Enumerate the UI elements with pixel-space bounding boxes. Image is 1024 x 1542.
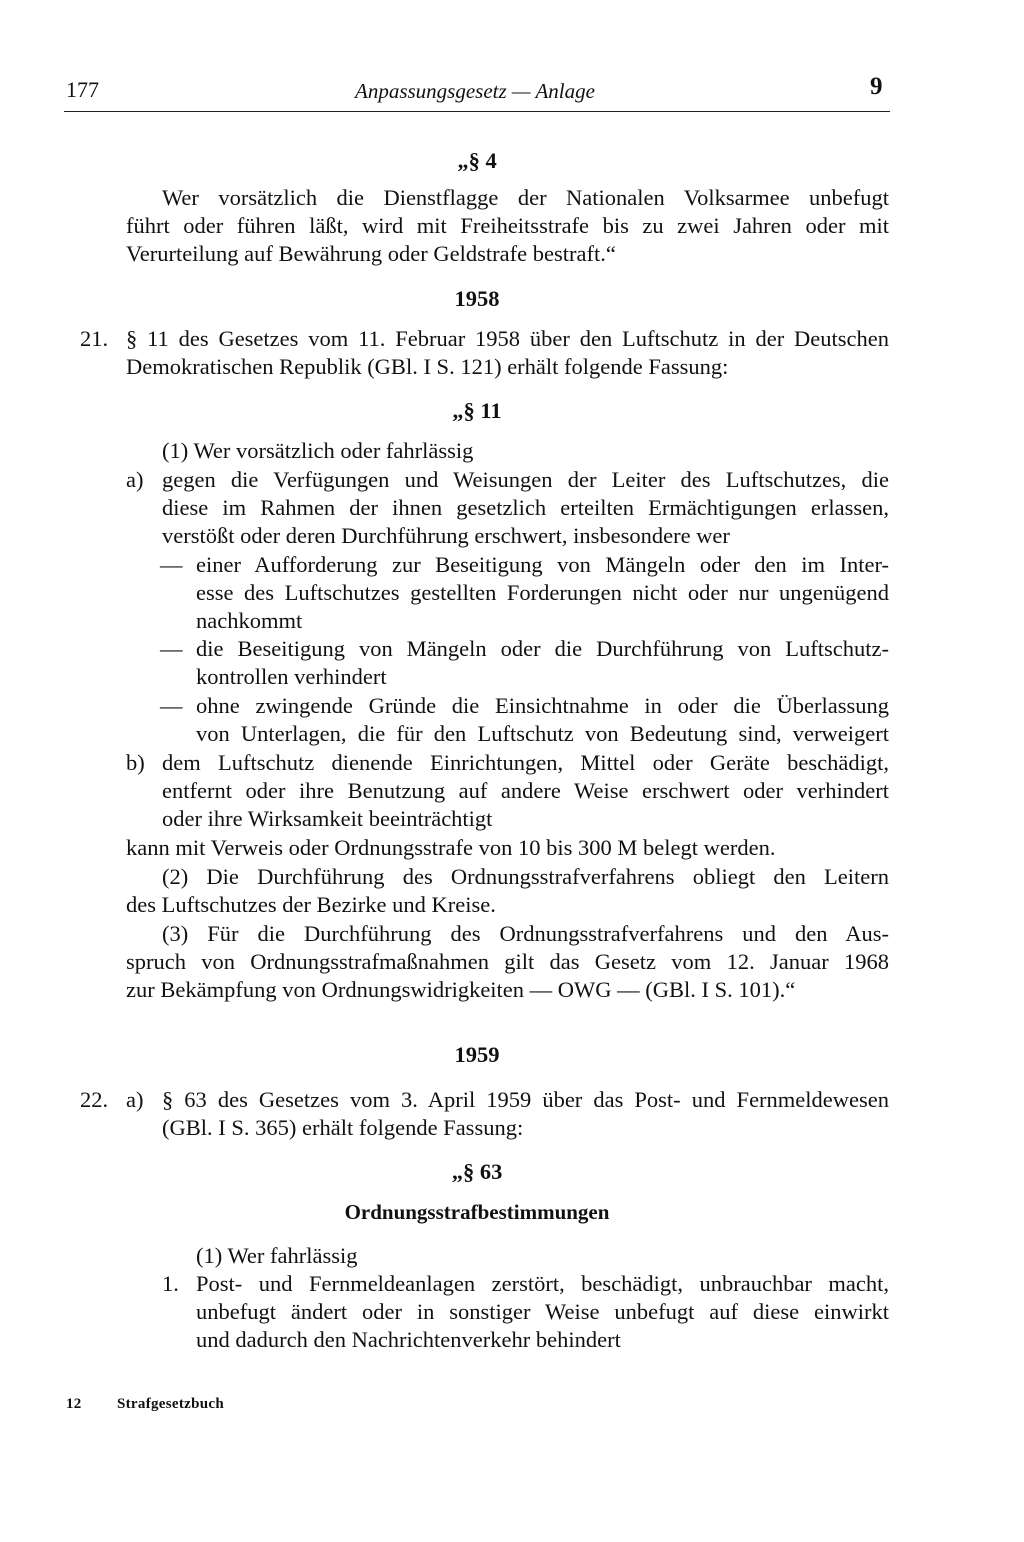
body-line: (GBl. I S. 365) erhält folgende Fassung: [162, 1115, 524, 1140]
body-line: oder ihre Wirksamkeit beeinträchtigt [162, 806, 493, 831]
body-line: (2) Die Durchführung des Ordnungsstrafverfahrens obliegt den Leitern [162, 864, 889, 889]
signature-title: Strafgesetzbuch [117, 1396, 224, 1412]
signature-number: 12 [66, 1396, 82, 1412]
item-number-22: 22. [80, 1087, 109, 1112]
list-label-1: 1. [162, 1271, 179, 1296]
body-line: § 11 des Gesetzes vom 11. Februar 1958 über den Luftschutz in der Deutschen [126, 326, 889, 351]
body-line: verstößt oder deren Durchführung erschwert, insbesondere wer [162, 523, 730, 548]
year-heading-1958: 1958 [454, 286, 500, 311]
body-line: kontrollen verhindert [196, 664, 387, 689]
paragraph-intro: (1) Wer vorsätzlich oder fahrlässig [162, 438, 474, 463]
body-line: unbefugt ändert oder in sonstiger Weise unbefugt auf diese einwirkt [196, 1299, 889, 1324]
body-line: Verurteilung auf Bewährung oder Geldstrafe bestraft.“ [126, 241, 616, 266]
dash-marker: — [160, 693, 183, 718]
body-line: dem Luftschutz dienende Einrichtungen, Mittel oder Geräte beschädigt, [162, 750, 889, 775]
list-label-b: b) [126, 750, 145, 775]
year-heading-1959: 1959 [454, 1042, 500, 1067]
dash-marker: — [160, 636, 183, 661]
body-line: ohne zwingende Gründe die Einsichtnahme in oder die Überlassung [196, 693, 889, 718]
dash-marker: — [160, 552, 183, 577]
body-line: nachkommt [196, 608, 303, 633]
body-line: von Unterlagen, die für den Luftschutz von Bedeutung sind, verweigert [196, 721, 889, 746]
body-line: und dadurch den Nachrichtenverkehr behindert [196, 1327, 621, 1352]
body-line: diese im Rahmen der ihnen gesetzlich erteilten Ermächtigungen erlassen, [162, 495, 889, 520]
body-line: Wer vorsätzlich die Dienstflagge der Nationalen Volksarmee unbefugt [162, 185, 889, 210]
section-subheading: Ordnungsstrafbestimmungen [344, 1200, 610, 1224]
header-rule [64, 111, 890, 112]
body-line: einer Aufforderung zur Beseitigung von Mängeln oder den im Inter- [196, 552, 889, 577]
body-line: zur Bekämpfung von Ordnungswidrigkeiten — OWG — (GBl. I S. 101).“ [126, 977, 796, 1002]
body-line: des Luftschutzes der Bezirke und Kreise. [126, 892, 496, 917]
section-number: 9 [870, 73, 883, 100]
page-number: 177 [66, 77, 99, 102]
body-line: Post- und Fernmeldeanlagen zerstört, beschädigt, unbrauchbar macht, [196, 1271, 889, 1296]
body-line: entfernt oder ihre Benutzung auf andere Weise erschwert oder verhindert [162, 778, 889, 803]
body-line: die Beseitigung von Mängeln oder die Durchführung von Luftschutz- [196, 636, 889, 661]
section-heading-63: „§ 63 [451, 1159, 503, 1184]
running-title: Anpassungsgesetz — Anlage [355, 79, 595, 103]
item-number-21: 21. [80, 326, 109, 351]
paragraph-intro: (1) Wer fahrlässig [196, 1243, 358, 1268]
section-heading-4: „§ 4 [457, 148, 497, 173]
body-line: (3) Für die Durchführung des Ordnungsstrafverfahrens und den Aus- [162, 921, 889, 946]
list-label-a: a) [126, 467, 144, 492]
body-line: spruch von Ordnungsstrafmaßnahmen gilt das Gesetz vom 12. Januar 1968 [126, 949, 889, 974]
section-heading-11: „§ 11 [452, 398, 502, 423]
body-line: esse des Luftschutzes gestellten Forderungen nicht oder nur ungenügend [196, 580, 889, 605]
body-line: gegen die Verfügungen und Weisungen der Leiter des Luftschutzes, die [162, 467, 889, 492]
body-line: Demokratischen Republik (GBl. I S. 121) erhält folgende Fassung: [126, 354, 729, 379]
body-line: § 63 des Gesetzes vom 3. April 1959 über das Post- und Fernmeldewesen [162, 1087, 889, 1112]
body-line: führt oder führen läßt, wird mit Freiheitsstrafe bis zu zwei Jahren oder mit [126, 213, 889, 238]
body-line: kann mit Verweis oder Ordnungsstrafe von 10 bis 300 M belegt werden. [126, 835, 776, 860]
list-label-a: a) [126, 1087, 144, 1112]
